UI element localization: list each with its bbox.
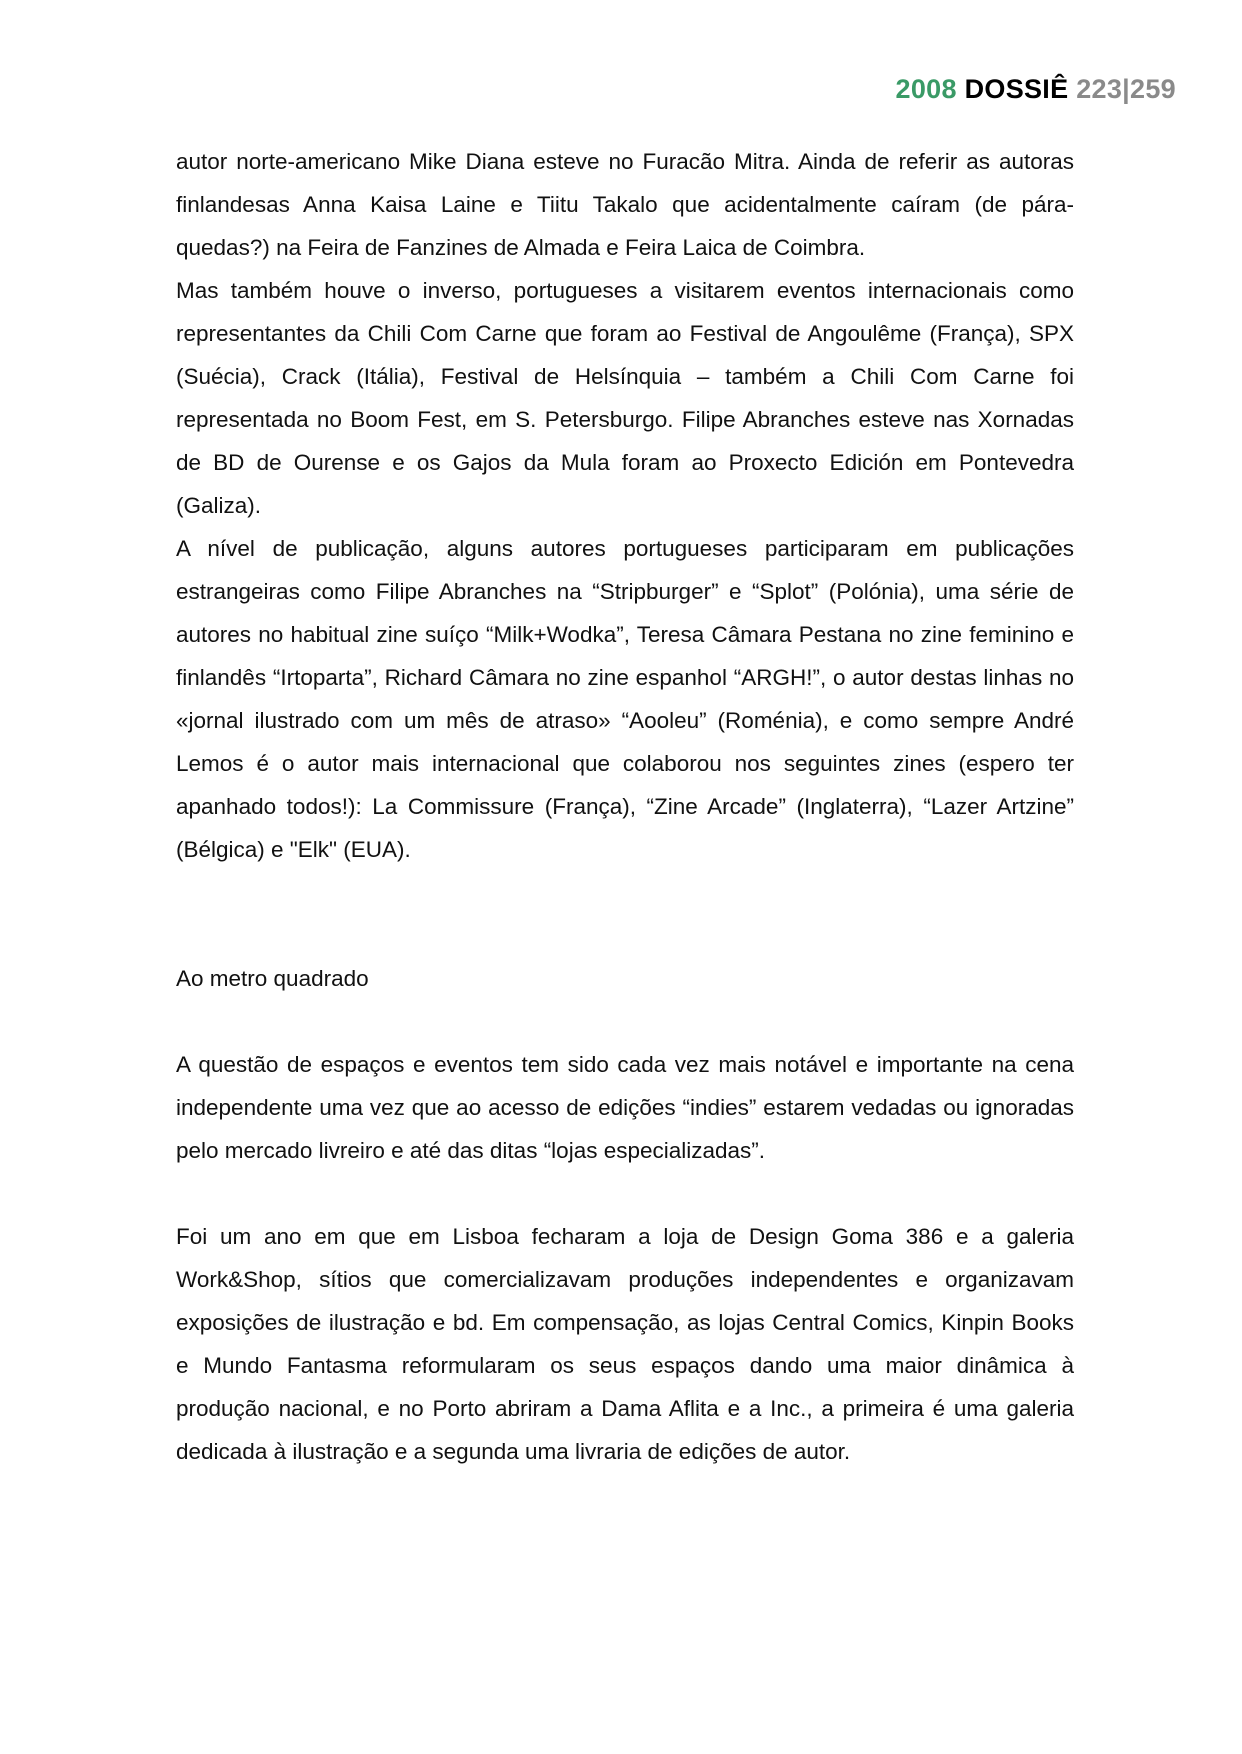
paragraph: A questão de espaços e eventos tem sido cada vez mais notável e importante na cena independente uma vez que ao acesso de edições “indies” estarem vedadas ou ignoradas pelo mercado livreiro e até das ditas “lojas especializadas”. [176,1052,1074,1163]
spacer [176,1000,1074,1043]
section-heading: Ao metro quadrado [176,966,369,991]
document-body [176,140,1074,1473]
header-year: 2008 [895,74,957,104]
paragraph: Mas também houve o inverso, portugueses a visitarem eventos internacionais como representantes da Chili Com Carne que foram ao Festival de Angoulême (França), SPX (Suécia), Crack (Itália), Festival de Helsínquia – também a Chili Com Carne foi representada no Boom Fest, em S. Petersburgo. Filipe Abranches esteve nas Xornadas de BD de Ourense e os Gajos da Mula foram ao Proxecto Edición em Pontevedra (Galiza). [176,278,1074,518]
header-section: DOSSIÊ [964,74,1069,104]
page-number: 223|259 [1076,74,1176,104]
paragraph: A nível de publicação, alguns autores portugueses participaram em publicações estrangeiras como Filipe Abranches na “Stripburger” e “Splot” (Polónia), uma série de autores no habitual zine suíço “Milk+Wodka”, Teresa Câmara Pestana no zine feminino e finlandês “Irtoparta”, Richard Câmara no zine espanhol “ARGH!”, o autor destas linhas no «jornal ilustrado com um mês de atraso» “Aooleu” (Roménia), e como sempre André Lemos é o autor mais internacional que colaborou nos seguintes zines (espero ter apanhado todos!): La Commissure (França), “Zine Arcade” (Inglaterra), “Lazer Artzine” (Bélgica) e "Elk" (EUA). [176,536,1074,862]
paragraph: autor norte-americano Mike Diana esteve no Furacão Mitra. Ainda de referir as autoras finlandesas Anna Kaisa Laine e Tiitu Takalo que acidentalmente caíram (de pára-quedas?) na Feira de Fanzines de Almada e Feira Laica de Coimbra. [176,149,1074,260]
spacer [176,871,1074,957]
page-header [896,74,1176,105]
spacer [176,1172,1074,1215]
paragraph: Foi um ano em que em Lisboa fecharam a loja de Design Goma 386 e a galeria Work&Shop, sítios que comercializavam produções independentes e organizavam exposições de ilustração e bd. Em compensação, as lojas Central Comics, Kinpin Books e Mundo Fantasma reformularam os seus espaços dando uma maior dinâmica à produção nacional, e no Porto abriram a Dama Aflita e a Inc., a primeira é uma galeria dedicada à ilustração e a segunda uma livraria de edições de autor. [176,1224,1074,1464]
